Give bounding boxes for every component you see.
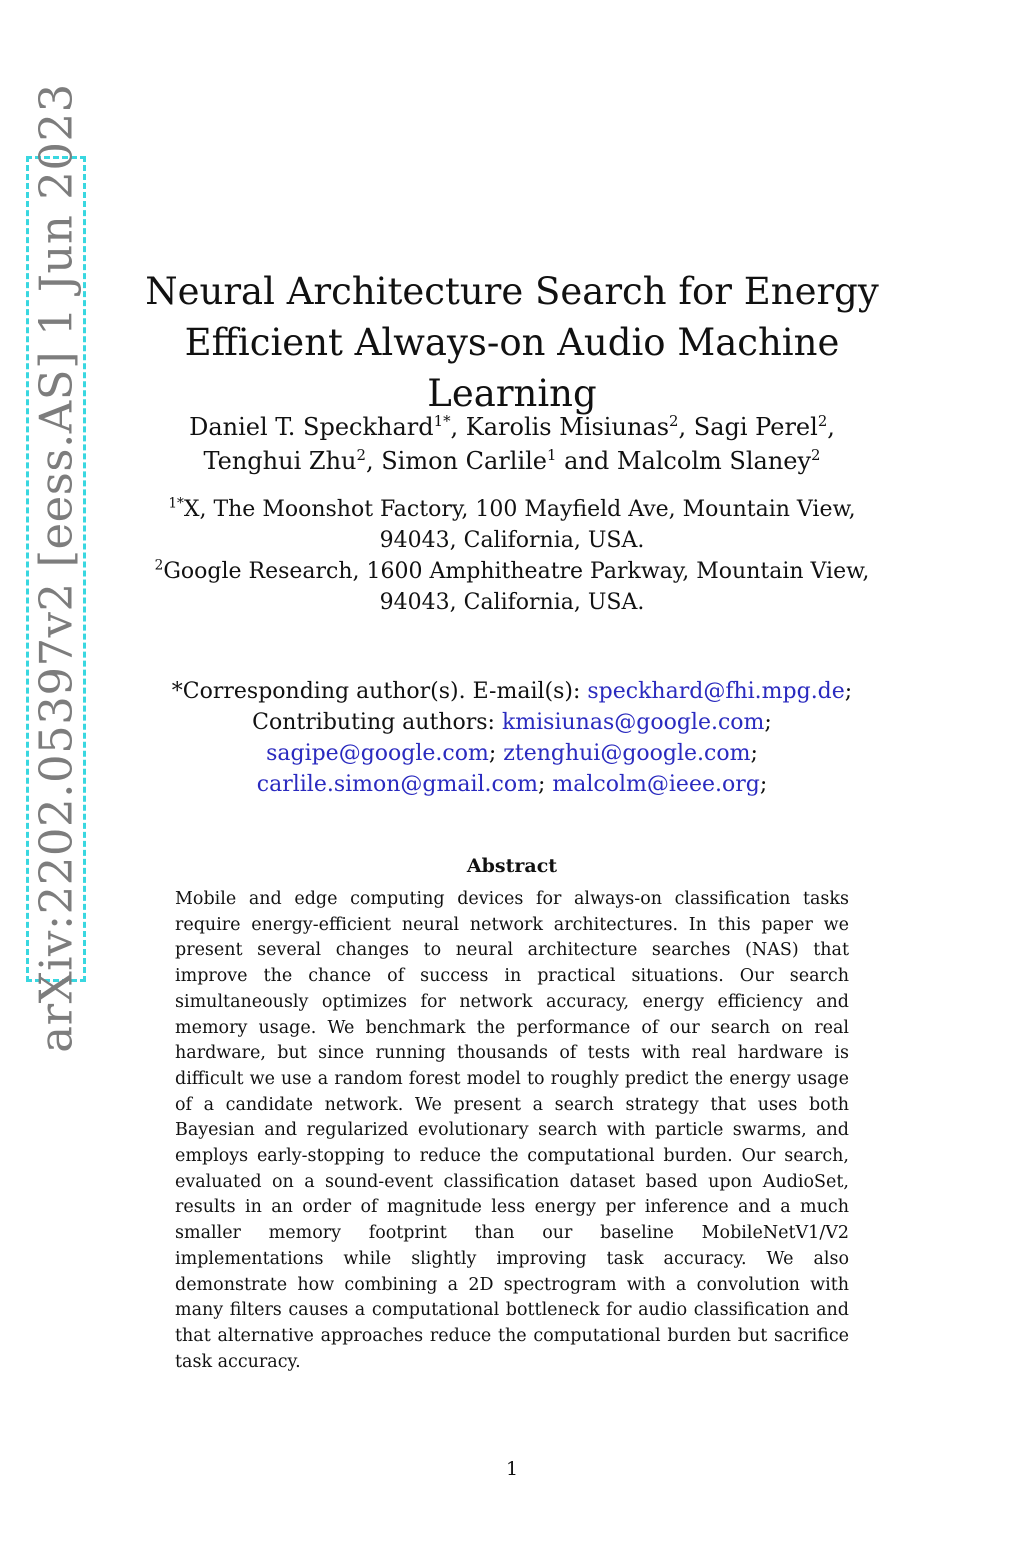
- author-name: Simon Carlile: [381, 447, 548, 475]
- email-link[interactable]: malcolm@ieee.org: [552, 772, 760, 797]
- author-list: Daniel T. Speckhard$^{1*}$, Karolis Misiunas$^2$, Sagi Perel$^2$, Tenghui Zhu$^2$, Simon Carlile$^1$ and Malcolm Slaney$^2$: [189, 412, 835, 475]
- email-link[interactable]: carlile.simon@gmail.com: [256, 772, 538, 797]
- affiliation-1: $^{1*}$X, The Moonshot Factory, 100 Mayfield Ave, Mountain View, 94043, California, USA.: [168, 495, 856, 553]
- arxiv-stamp: arXiv:2202.05397v2 [eess.AS] 1 Jun 2023: [29, 83, 83, 1053]
- title-line-1: Neural Architecture Search for Energy: [145, 270, 879, 313]
- affiliations: [140, 494, 884, 618]
- author-affil-mark: 2: [669, 412, 679, 430]
- abstract-text: Mobile and edge computing devices for always-on classification tasks require energy-efficient neural network architectures. In this paper we present several changes to neural architecture searches (NAS) that improve the chance of success in practical situations. Our search simultaneously optimizes for network accuracy, energy efficiency and memory usage. We benchmark the performance of our search on real hardware, but since running thousands of tests with real hardware is difficult we use a random forest model to roughly predict the energy usage of a candidate network. We present a search strategy that uses both Bayesian and regularized evolutionary search with particle swarms, and employs early-stopping to reduce the computational burden. Our search, evaluated on a sound-event classification dataset based upon AudioSet, results in an order of magnitude less energy per inference and a much smaller memory footprint than our baseline MobileNetV1/V2 implementations while slightly improving task accuracy. We also demonstrate how combining a 2D spectrogram with a convolution with many filters causes a computational bottleneck for audio classification and that alternative approaches reduce the computational burden but sacrifice task accuracy.: [175, 889, 849, 1372]
- contributing-label: Contributing authors:: [252, 710, 495, 735]
- author-name: Sagi Perel: [693, 413, 818, 441]
- abstract-heading: Abstract: [466, 855, 558, 877]
- email-link[interactable]: kmisiunas@google.com: [501, 710, 765, 735]
- title-line-2: Efficient Always-on Audio Machine Learning: [184, 321, 840, 415]
- author-name: Malcolm Slaney: [616, 447, 812, 475]
- author-affil-mark: 2: [811, 446, 821, 464]
- author-affil-mark: 2: [356, 446, 366, 464]
- author-affil-mark: 1*: [433, 412, 451, 430]
- author-name: Daniel T. Speckhard: [189, 413, 434, 441]
- author-affil-mark: 1: [547, 446, 557, 464]
- author-name: Karolis Misiunas: [465, 413, 670, 441]
- author-affil-mark: 2: [817, 412, 828, 430]
- affiliation-2: $^2$Google Research, 1600 Amphitheatre Parkway, Mountain View, 94043, California, USA.: [154, 557, 870, 615]
- corresponding-label: *Corresponding author(s). E-mail(s):: [171, 679, 581, 704]
- author-name: Tenghui Zhu: [203, 447, 357, 475]
- email-link[interactable]: sagipe@google.com: [266, 741, 489, 766]
- correspondence: *Corresponding author(s). E-mail(s): speckhard@fhi.mpg.de; Contributing authors: kmisiunas@google.com; sagipe@google.com; ztenghui@google.com; carlile.simon@gmail.com; malcolm@ieee.org;: [171, 679, 853, 797]
- corresponding-email-link[interactable]: speckhard@fhi.mpg.de: [587, 679, 845, 704]
- paper-title: [120, 266, 904, 419]
- page-number: 1: [505, 1458, 519, 1480]
- email-link[interactable]: ztenghui@google.com: [503, 741, 751, 766]
